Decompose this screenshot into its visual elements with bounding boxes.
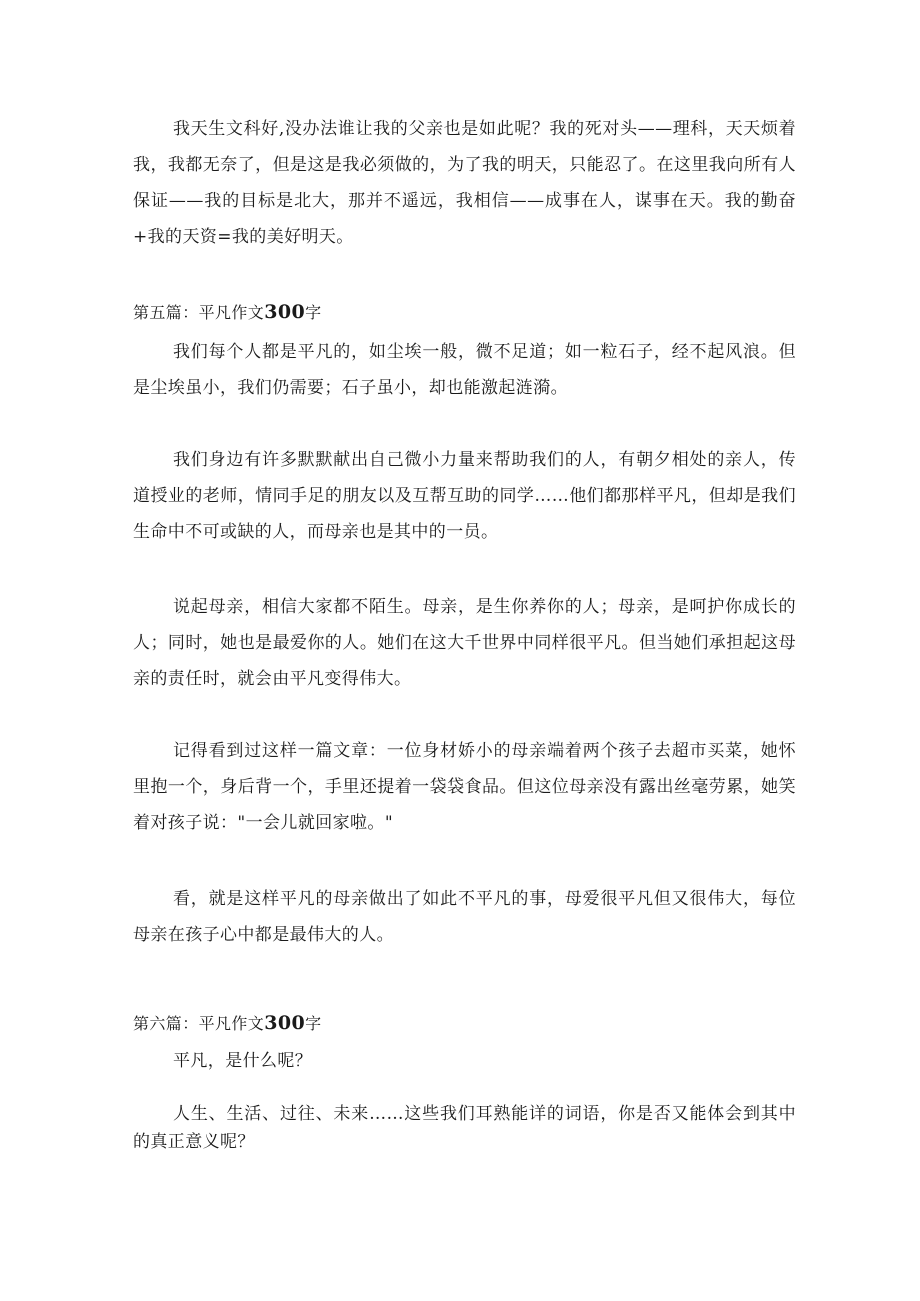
heading-suffix: 字	[305, 303, 322, 322]
heading-prefix: 第五篇：平凡作文	[133, 303, 265, 322]
paragraph-people-around	[133, 442, 796, 550]
heading-number: 300	[264, 1012, 306, 1034]
section-heading-five	[133, 300, 796, 325]
heading-suffix: 字	[305, 1014, 322, 1033]
heading-text	[133, 300, 796, 325]
paragraph-text: 平凡，是什么呢？	[173, 1051, 313, 1071]
heading-text	[133, 1011, 796, 1036]
paragraph-ordinary-dust	[133, 334, 796, 406]
paragraph-great-mother	[133, 881, 796, 953]
paragraph-life-words	[133, 1100, 796, 1156]
section-heading-six	[133, 1011, 796, 1036]
heading-prefix: 第六篇：平凡作文	[133, 1014, 265, 1033]
paragraph-what-is-ordinary	[133, 1043, 796, 1079]
paragraph-text: 我们身边有许多默默献出自己微小力量来帮助我们的人，有朝夕相处的亲人，传道授业的老师，情同手足的朋友以及互帮互助的同学……他们都那样平凡，但却是我们生命中不可或缺的人，而母亲也是其中的一员。	[133, 450, 796, 542]
paragraph-mother	[133, 589, 796, 697]
paragraph-text: 人生、生活、过往、未来……这些我们耳熟能详的词语，你是否又能体会到其中的真正意义呢？	[133, 1104, 796, 1152]
heading-number: 300	[264, 301, 306, 323]
paragraph-article-memory	[133, 733, 796, 841]
paragraph-text: 记得看到过这样一篇文章：一位身材娇小的母亲端着两个孩子去超市买菜，她怀里抱一个，身后背一个，手里还提着一袋袋食品。但这位母亲没有露出丝毫劳累，她笑着对孩子说："一会儿就回家啦。"	[133, 741, 796, 833]
paragraph-text: 我们每个人都是平凡的，如尘埃一般，微不足道；如一粒石子，经不起风浪。但是尘埃虽小，我们仍需要；石子虽小，却也能激起涟漪。	[133, 342, 796, 398]
paragraph-text: 看，就是这样平凡的母亲做出了如此不平凡的事，母爱很平凡但又很伟大，每位母亲在孩子心中都是最伟大的人。	[133, 889, 796, 945]
paragraph-text: 说起母亲，相信大家都不陌生。母亲，是生你养你的人；母亲，是呵护你成长的人；同时，她也是最爱你的人。她们在这大千世界中同样很平凡。但当她们承担起这母亲的责任时，就会由平凡变得伟大。	[133, 597, 796, 689]
paragraph-study-goal	[133, 111, 796, 255]
paragraph-text: 我天生文科好,没办法谁让我的父亲也是如此呢？我的死对头——理科，天天烦着我，我都无奈了，但是这是我必须做的，为了我的明天，只能忍了。在这里我向所有人保证——我的目标是北大，那并不遥远，我相信——成事在人，谋事在天。我的勤奋+我的天资=我的美好明天。	[133, 119, 796, 247]
